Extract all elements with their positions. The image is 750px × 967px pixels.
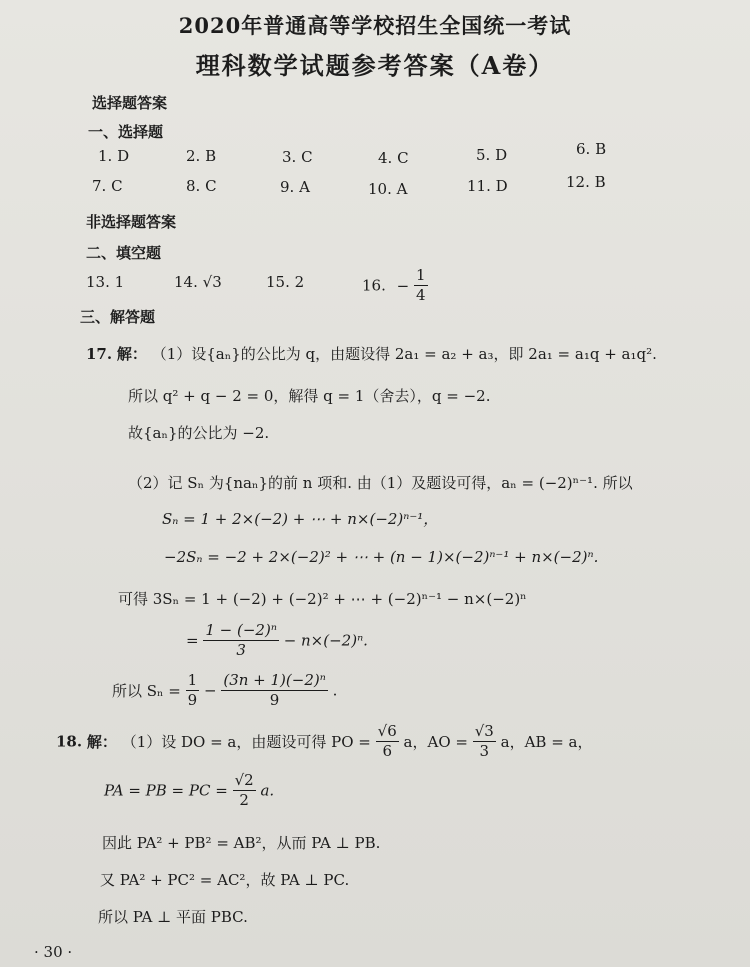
mc-answer-8: 8. C [186, 177, 217, 195]
mc-answer-9: 9. A [280, 178, 310, 196]
q17-line-1 [86, 343, 657, 364]
q17-line-2: 所以 q² + q − 2 = 0，解得 q = 1（舍去），q = −2. [128, 387, 491, 405]
q18-po-fraction [376, 722, 399, 761]
fill-answer-16-number: 16. [362, 276, 386, 295]
fraction-numerator: √3 [474, 722, 494, 740]
q17-line-9-fraction-2 [221, 671, 327, 710]
q17-line-9-minus: − [203, 681, 217, 700]
q17-line-8-fraction [203, 621, 279, 660]
fraction-denominator: 9 [269, 691, 280, 709]
fill-part-label: 二、填空题 [86, 244, 162, 262]
mc-answer-1: 1. D [98, 147, 130, 165]
q18-line-1-middle: a，AO = [403, 733, 468, 751]
mc-heading: 选择题答案 [92, 94, 168, 112]
fraction-numerator: √2 [234, 771, 254, 789]
q17-line-9 [112, 671, 337, 710]
q18-line-2 [104, 771, 274, 810]
q17-line-6: −2Sₙ = −2 + 2×(−2)² + ⋯ + (n − 1)×(−2)ⁿ⁻¹ + n×(−2)ⁿ. [164, 548, 599, 566]
exam-subtitle: 理科数学试题参考答案（A卷） [195, 51, 555, 80]
q18-line-1-end: a，AB = a， [500, 733, 593, 751]
q17-line-7: 可得 3Sₙ = 1 + (−2) + (−2)² + ⋯ + (−2)ⁿ⁻¹ − n×(−2)ⁿ [118, 590, 527, 608]
mc-answer-7: 7. C [92, 177, 123, 195]
fraction-denominator: 6 [382, 742, 392, 760]
fraction-denominator: 3 [236, 641, 246, 659]
fill-answer-15: 15. 2 [266, 273, 305, 291]
exam-title: 2020年普通高等学校招生全国统一考试 [178, 13, 572, 38]
page-number: · 30 · [34, 943, 73, 961]
mc-answer-5: 5. D [476, 146, 508, 164]
mc-answer-4: 4. C [378, 149, 409, 167]
mc-answer-3: 3. C [282, 148, 313, 166]
q18-line-2-end: a. [260, 781, 275, 800]
q17-line-9-period: . [332, 681, 338, 700]
q18-line-5: 所以 PA ⊥ 平面 PBC. [98, 908, 248, 926]
mc-answer-6: 6. B [576, 140, 607, 158]
q18-pa-fraction [233, 771, 256, 810]
mc-answer-2: 2. B [186, 147, 217, 165]
nonmc-heading: 非选择题答案 [86, 213, 177, 231]
q18-ao-fraction [473, 722, 496, 761]
fill-answer-14-value: √3 [202, 273, 222, 291]
fill-answer-14-number: 14. [174, 273, 198, 291]
q17-line-8-equals: = [186, 631, 199, 650]
q17-line-5: Sₙ = 1 + 2×(−2) + ⋯ + n×(−2)ⁿ⁻¹， [162, 510, 439, 528]
mc-answer-10: 10. A [368, 180, 408, 198]
fraction-denominator: 3 [479, 742, 490, 760]
fraction-denominator: 9 [187, 691, 198, 709]
q18-line-1 [56, 722, 593, 761]
q17-solution-label: 解： [116, 345, 147, 363]
q18-solution-label: 解： [86, 733, 117, 751]
q17-part1-text: （1）设{aₙ}的公比为 q，由题设得 2a₁ = a₂ + a₃，即 2a₁ = a₁q + a₁q². [151, 345, 657, 363]
fill-answer-14 [174, 273, 222, 291]
q18-line-1-prefix: （1）设 DO = a，由题设可得 PO = [121, 733, 371, 751]
q17-line-4: （2）记 Sₙ 为{naₙ}的前 n 项和. 由（1）及题设可得，aₙ = (−2)ⁿ⁻¹. 所以 [128, 474, 633, 492]
fraction-denominator: 4 [416, 286, 426, 304]
q17-line-9-prefix: 所以 Sₙ = [112, 682, 181, 700]
fill-answer-16-fraction [414, 266, 428, 305]
q17-line-8-tail: − n×(−2)ⁿ. [283, 631, 368, 650]
fraction-numerator: 1 [416, 266, 426, 284]
q18-number: 18. [56, 732, 83, 751]
q17-line-3: 故{aₙ}的公比为 −2. [128, 424, 270, 442]
fill-answer-16-sign: − [396, 276, 410, 295]
fill-answer-13: 13. 1 [86, 273, 125, 291]
mc-answer-12: 12. B [566, 173, 606, 191]
q18-line-2-prefix: PA = PB = PC = [104, 781, 228, 800]
fraction-numerator: 1 − (−2)ⁿ [205, 621, 277, 639]
mc-part-label: 一、选择题 [88, 123, 164, 141]
mc-answer-11: 11. D [467, 177, 508, 195]
fill-answer-16 [362, 266, 428, 305]
q17-line-8 [186, 621, 368, 660]
fraction-numerator: (3n + 1)(−2)ⁿ [223, 671, 326, 689]
fraction-denominator: 2 [239, 791, 249, 809]
q17-line-9-fraction-1 [186, 671, 200, 710]
q18-line-4: 又 PA² + PC² = AC²，故 PA ⊥ PC. [100, 871, 350, 889]
fraction-numerator: √6 [377, 722, 397, 740]
fraction-numerator: 1 [187, 671, 198, 689]
q17-number: 17. [86, 345, 113, 363]
solve-part-label: 三、解答题 [80, 308, 156, 326]
q18-line-3: 因此 PA² + PB² = AB²，从而 PA ⊥ PB. [102, 834, 381, 852]
